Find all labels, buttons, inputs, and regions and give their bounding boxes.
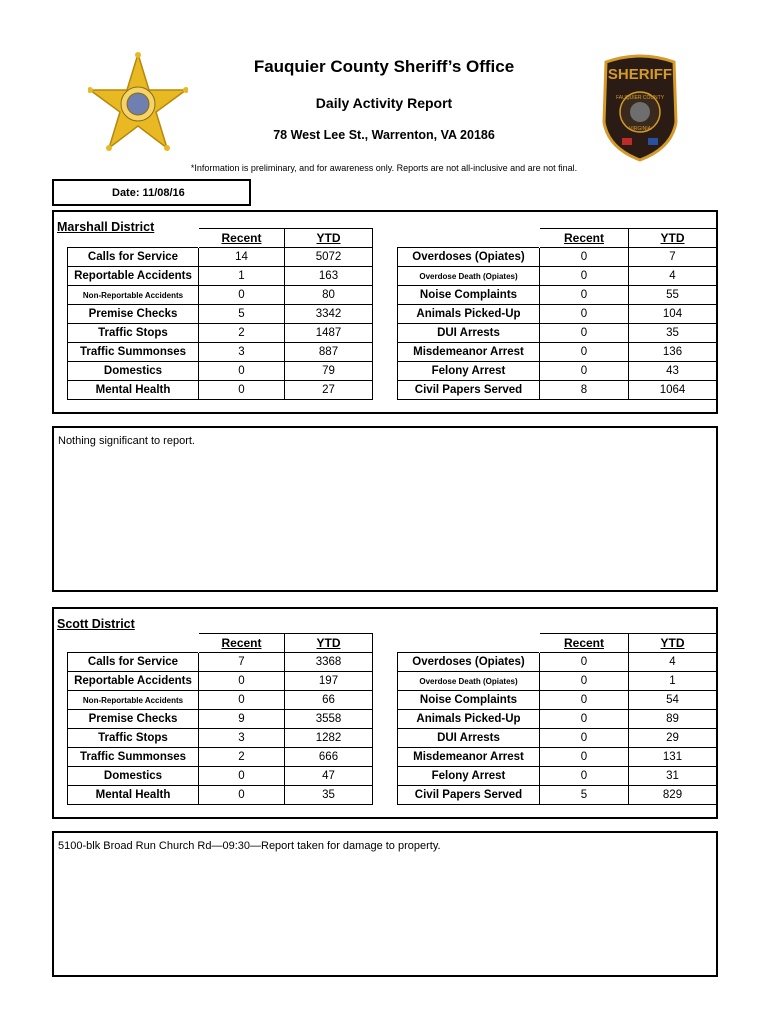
row-label: Non-Reportable Accidents — [68, 691, 199, 710]
recent-value: 0 — [540, 362, 629, 381]
header-blank — [398, 229, 540, 248]
row-label: Non-Reportable Accidents — [68, 286, 199, 305]
table-row — [68, 248, 373, 267]
right-stats-table — [397, 228, 717, 400]
ytd-value: 163 — [285, 267, 373, 286]
right-stats-table — [397, 633, 717, 805]
row-label: Civil Papers Served — [398, 786, 540, 805]
row-label: Domestics — [68, 767, 199, 786]
district-name: Marshall District — [57, 220, 155, 234]
table-row — [68, 362, 373, 381]
table-row — [398, 748, 717, 767]
notes-text: Nothing significant to report. — [58, 435, 195, 447]
table-row — [398, 767, 717, 786]
badge-county: FAUQUIER COUNTY — [615, 95, 665, 101]
table-row — [68, 786, 373, 805]
ytd-value: 197 — [285, 672, 373, 691]
table-header-row — [398, 634, 717, 653]
ytd-value: 666 — [285, 748, 373, 767]
left-stats-table — [67, 228, 373, 400]
row-label: Overdoses (Opiates) — [398, 653, 540, 672]
header-blank — [68, 634, 199, 653]
table-row — [398, 248, 717, 267]
row-label: DUI Arrests — [398, 324, 540, 343]
ytd-value: 27 — [285, 381, 373, 400]
row-label: Misdemeanor Arrest — [398, 748, 540, 767]
col-recent-header: Recent — [540, 229, 629, 248]
recent-value: 2 — [199, 748, 285, 767]
col-ytd-header: YTD — [629, 229, 717, 248]
row-label: Calls for Service — [68, 653, 199, 672]
row-label: Overdose Death (Opiates) — [398, 267, 540, 286]
row-label: DUI Arrests — [398, 729, 540, 748]
district-name: Scott District — [57, 617, 135, 631]
recent-value: 0 — [199, 767, 285, 786]
badge-state: VIRGINIA — [629, 126, 651, 132]
ytd-value: 3368 — [285, 653, 373, 672]
recent-value: 7 — [199, 653, 285, 672]
ytd-value: 31 — [629, 767, 717, 786]
row-label: Felony Arrest — [398, 767, 540, 786]
recent-value: 5 — [199, 305, 285, 324]
table-row — [68, 381, 373, 400]
ytd-value: 54 — [629, 691, 717, 710]
ytd-value: 47 — [285, 767, 373, 786]
row-label: Calls for Service — [68, 248, 199, 267]
table-row — [68, 343, 373, 362]
table-row — [398, 286, 717, 305]
ytd-value: 7 — [629, 248, 717, 267]
table-row — [398, 653, 717, 672]
table-row — [68, 729, 373, 748]
recent-value: 0 — [199, 381, 285, 400]
row-label: Traffic Summonses — [68, 748, 199, 767]
table-row — [68, 691, 373, 710]
recent-value: 8 — [540, 381, 629, 400]
notes-text: 5100-blk Broad Run Church Rd—09:30—Report taken for damage to property. — [58, 840, 441, 852]
row-label: Traffic Stops — [68, 324, 199, 343]
ytd-value: 136 — [629, 343, 717, 362]
table-row — [68, 305, 373, 324]
left-stats-table — [67, 633, 373, 805]
ytd-value: 89 — [629, 710, 717, 729]
row-label: Domestics — [68, 362, 199, 381]
report-date: Date: 11/08/16 — [112, 187, 185, 199]
ytd-value: 43 — [629, 362, 717, 381]
row-label: Reportable Accidents — [68, 672, 199, 691]
table-row — [398, 672, 717, 691]
ytd-value: 1064 — [629, 381, 717, 400]
district-notes-box — [52, 426, 718, 592]
ytd-value: 1 — [629, 672, 717, 691]
table-row — [68, 710, 373, 729]
col-recent-header: Recent — [540, 634, 629, 653]
row-label: Felony Arrest — [398, 362, 540, 381]
recent-value: 0 — [540, 248, 629, 267]
row-label: Premise Checks — [68, 305, 199, 324]
recent-value: 5 — [540, 786, 629, 805]
ytd-value: 829 — [629, 786, 717, 805]
ytd-value: 29 — [629, 729, 717, 748]
row-label: Overdose Death (Opiates) — [398, 672, 540, 691]
recent-value: 14 — [199, 248, 285, 267]
row-label: Traffic Summonses — [68, 343, 199, 362]
disclaimer-text: *Information is preliminary, and for awareness only. Reports are not all-inclusive and are not final. — [190, 163, 578, 173]
recent-value: 0 — [540, 286, 629, 305]
ytd-value: 79 — [285, 362, 373, 381]
ytd-value: 5072 — [285, 248, 373, 267]
report-subtitle: Daily Activity Report — [315, 95, 453, 111]
row-label: Reportable Accidents — [68, 267, 199, 286]
table-row — [398, 729, 717, 748]
badge-title: SHERIFF — [607, 66, 673, 83]
recent-value: 0 — [540, 305, 629, 324]
table-row — [398, 324, 717, 343]
date-box — [52, 179, 251, 206]
page-title: Fauquier County Sheriff’s Office — [253, 57, 515, 76]
recent-value: 0 — [199, 286, 285, 305]
ytd-value: 4 — [629, 653, 717, 672]
row-label: Animals Picked-Up — [398, 710, 540, 729]
table-row — [398, 381, 717, 400]
ytd-value: 1487 — [285, 324, 373, 343]
ytd-value: 3558 — [285, 710, 373, 729]
recent-value: 0 — [540, 691, 629, 710]
recent-value: 1 — [199, 267, 285, 286]
table-row — [68, 748, 373, 767]
col-recent-header: Recent — [199, 634, 285, 653]
recent-value: 0 — [199, 786, 285, 805]
ytd-value: 35 — [629, 324, 717, 343]
row-label: Mental Health — [68, 786, 199, 805]
ytd-value: 66 — [285, 691, 373, 710]
row-label: Premise Checks — [68, 710, 199, 729]
table-row — [68, 324, 373, 343]
col-ytd-header: YTD — [285, 634, 373, 653]
ytd-value: 3342 — [285, 305, 373, 324]
table-row — [398, 305, 717, 324]
ytd-value: 1282 — [285, 729, 373, 748]
recent-value: 0 — [540, 267, 629, 286]
ytd-value: 104 — [629, 305, 717, 324]
table-row — [68, 767, 373, 786]
header-blank — [68, 229, 199, 248]
ytd-value: 131 — [629, 748, 717, 767]
row-label: Civil Papers Served — [398, 381, 540, 400]
office-address: 78 West Lee St., Warrenton, VA 20186 — [273, 128, 495, 142]
row-label: Mental Health — [68, 381, 199, 400]
table-row — [398, 710, 717, 729]
recent-value: 0 — [199, 362, 285, 381]
table-row — [68, 672, 373, 691]
col-ytd-header: YTD — [629, 634, 717, 653]
row-label: Animals Picked-Up — [398, 305, 540, 324]
row-label: Noise Complaints — [398, 691, 540, 710]
col-recent-header: Recent — [199, 229, 285, 248]
recent-value: 0 — [540, 710, 629, 729]
table-header-row — [68, 229, 373, 248]
col-ytd-header: YTD — [285, 229, 373, 248]
table-row — [398, 786, 717, 805]
table-row — [398, 343, 717, 362]
recent-value: 2 — [199, 324, 285, 343]
recent-value: 0 — [540, 729, 629, 748]
table-header-row — [398, 229, 717, 248]
ytd-value: 80 — [285, 286, 373, 305]
recent-value: 0 — [199, 672, 285, 691]
table-header-row — [68, 634, 373, 653]
district-notes-box — [52, 831, 718, 977]
row-label: Noise Complaints — [398, 286, 540, 305]
recent-value: 0 — [540, 748, 629, 767]
row-label: Overdoses (Opiates) — [398, 248, 540, 267]
row-label: Misdemeanor Arrest — [398, 343, 540, 362]
table-row — [68, 653, 373, 672]
recent-value: 0 — [199, 691, 285, 710]
recent-value: 0 — [540, 672, 629, 691]
row-label: Traffic Stops — [68, 729, 199, 748]
table-row — [68, 286, 373, 305]
ytd-value: 887 — [285, 343, 373, 362]
recent-value: 9 — [199, 710, 285, 729]
recent-value: 0 — [540, 324, 629, 343]
recent-value: 0 — [540, 767, 629, 786]
recent-value: 3 — [199, 343, 285, 362]
table-row — [68, 267, 373, 286]
ytd-value: 4 — [629, 267, 717, 286]
ytd-value: 55 — [629, 286, 717, 305]
recent-value: 0 — [540, 653, 629, 672]
table-row — [398, 691, 717, 710]
recent-value: 0 — [540, 343, 629, 362]
ytd-value: 35 — [285, 786, 373, 805]
table-row — [398, 267, 717, 286]
table-row — [398, 362, 717, 381]
header-blank — [398, 634, 540, 653]
recent-value: 3 — [199, 729, 285, 748]
